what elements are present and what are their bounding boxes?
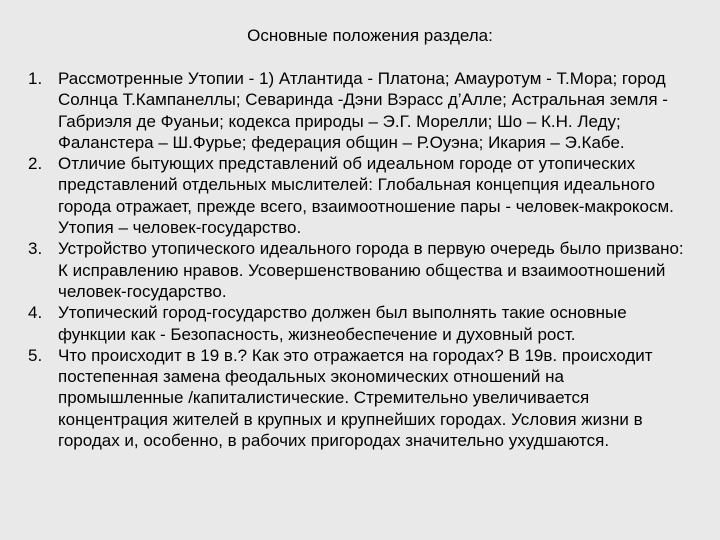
list-item-number: 2. <box>28 154 43 174</box>
list-item-1 <box>28 68 690 153</box>
list-item-text: Устройство утопического идеального города в первую очередь было призвано: К исправлению нравов. Усовершенствованию общества и взаимоотношений человек-государство. <box>58 239 684 301</box>
list-item-number: 3. <box>28 239 43 259</box>
main-points-list <box>28 68 690 451</box>
list-item-number: 1. <box>28 69 43 88</box>
list-item-number: 4. <box>28 303 43 323</box>
list-item-4 <box>28 302 690 345</box>
list-item-5 <box>28 345 690 451</box>
slide-title: Основные положения раздела: <box>247 26 493 45</box>
list-item-text: Отличие бытующих представлений об идеальном городе от утопических представлений отдельных мыслителей: Глобальная концепция идеального города отражает, прежде всего, взаимоотношение пары - человек-макрокосм. Утопия – человек-государство. <box>58 154 674 238</box>
list-item-text: Утопический город-государство должен был выполнять такие основные функции как - Безопасность, жизнеобеспечение и духовный рост. <box>58 303 627 344</box>
list-item-3 <box>28 238 690 302</box>
list-item-text: Рассмотренные Утопии - 1) Атлантида - Платона; Амауротум - Т.Мора; город Солнца Т.Кампанеллы; Севаринда -Дэни Вэрасс д’Алле; Астральная земля - Габриэля де Фуаньи; кодекса природы – Э.Г. Морелли; Шо – К.Н. Леду; Фаланстера – Ш.Фурье; федерация общин – Р.Оуэна; Икария – Э.Кабе. <box>58 69 668 152</box>
list-item-2 <box>28 153 690 238</box>
list-item-text: Что происходит в 19 в.? Как это отражается на городах? В 19в. происходит постепенная замена феодальных экономических отношений на промышленные /капиталистические. Стремительно увеличивается концентрация жителей в крупных и крупнейших городах. Условия жизни в городах и, особенно, в рабочих пригородах значительно ухудшаются. <box>58 345 653 451</box>
list-item-number: 5. <box>28 345 43 365</box>
